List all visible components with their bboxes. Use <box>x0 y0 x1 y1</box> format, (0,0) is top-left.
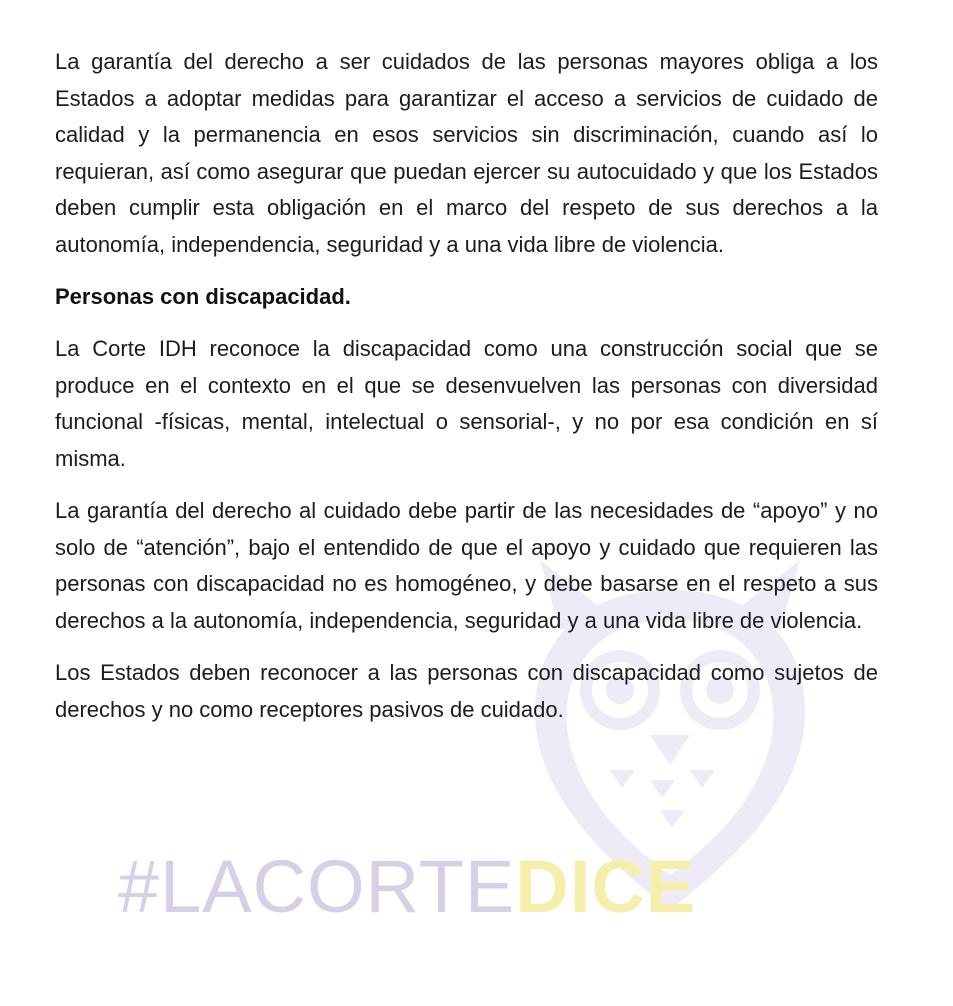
hashtag-watermark <box>118 845 697 928</box>
hashtag-part-1: #LACORTE <box>118 845 516 928</box>
section-paragraph-1: La Corte IDH reconoce la discapacidad como una construcción social que se produce en el contexto en el que se desenvuelven las personas con diversidad funcional -físicas, mental, intelectual o sensorial-, y no por esa condición en sí misma. <box>55 336 878 471</box>
section-paragraph-2: La garantía del derecho al cuidado debe partir de las necesidades de “apoyo” y no solo de “atención”, bajo el entendido de que el apoyo y cuidado que requieren las personas con discapacidad no es homogéneo, y debe basarse en el respeto a sus derechos a la autonomía, independencia, seguridad y a una vida libre de violencia. <box>55 498 878 633</box>
document-body <box>55 44 878 744</box>
intro-paragraph: La garantía del derecho a ser cuidados de las personas mayores obliga a los Estados a adoptar medidas para garantizar el acceso a servicios de cuidado de calidad y la permanencia en esos servicios sin discriminación, cuando así lo requieran, así como asegurar que puedan ejercer su autocuidado y que los Estados deben cumplir esta obligación en el marco del respeto de sus derechos a la autonomía, independencia, seguridad y a una vida libre de violencia. <box>55 49 878 257</box>
section-paragraph-3: Los Estados deben reconocer a las personas con discapacidad como sujetos de derechos y no como receptores pasivos de cuidado. <box>55 660 878 722</box>
hashtag-part-2: DICE <box>515 845 697 928</box>
section-heading: Personas con discapacidad. <box>55 284 351 309</box>
